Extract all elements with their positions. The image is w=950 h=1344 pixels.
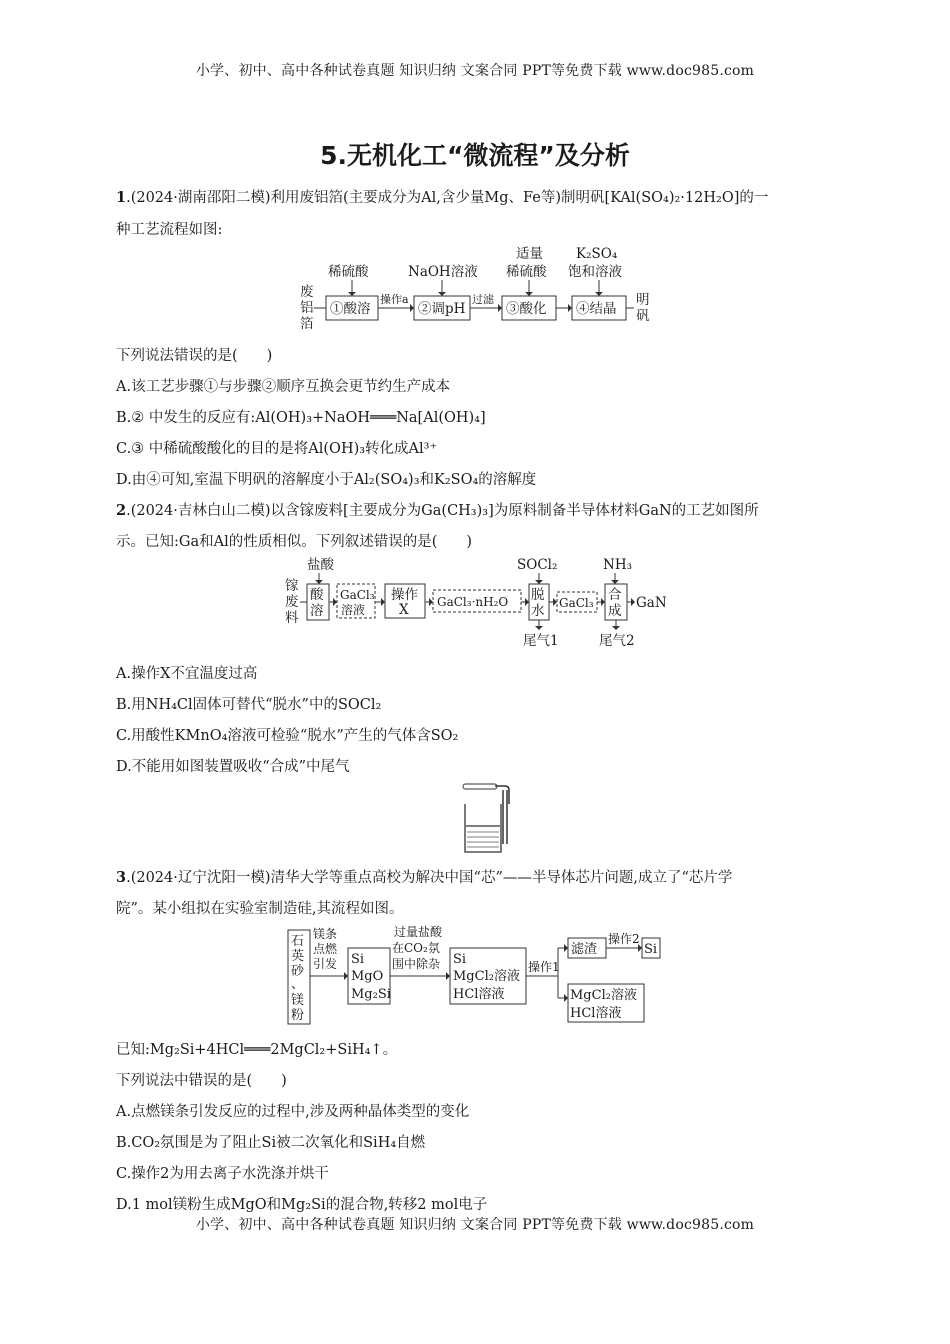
q3-cond1-1: 镁条 [313, 927, 338, 941]
q3-filtrate-hcl: HCl溶液 [570, 1006, 622, 1021]
q3-product-si: Si [644, 942, 658, 957]
q1-reagent-3: 适量 [516, 246, 543, 262]
q2-input-char-1: 镓 [285, 578, 299, 594]
tube-connector [463, 784, 497, 789]
q1-arrow-label-filter: 过滤 [472, 293, 494, 306]
q3-option-c: C.操作2为用去离子水洗涤并烘干 [116, 1166, 329, 1182]
q1-step1: ①酸溶 [330, 301, 371, 317]
q2-option-c: C.用酸性KMnO₄溶液可检验“脱水”产生的气体含SO₂ [116, 728, 459, 744]
q1-stem-line1 [116, 186, 768, 207]
q2-flowchart [283, 556, 673, 652]
q2-node-dissolve-char-2: 溶 [310, 603, 324, 619]
q1-step3: ③酸化 [506, 301, 547, 317]
q1-reagent-4: 稀硫酸 [506, 264, 547, 280]
q2-node-synth-char-1: 合 [608, 587, 622, 603]
q2-option-b: B.用NH₄Cl固体可替代“脱水”中的SOCl₂ [116, 697, 382, 713]
liquid-hatch [467, 832, 499, 847]
q2-reagent-nh3: NH₃ [603, 557, 632, 573]
q3-option-d: D.1 mol镁粉生成MgO和Mg₂Si的混合物,转移2 mol电子 [116, 1197, 488, 1213]
q3-box1-mgo: MgO [351, 969, 384, 984]
q3-flowchart [286, 924, 672, 1028]
q2-node-gacl3-solution-formula: GaCl₃ [340, 588, 375, 602]
q1-option-d: D.由④可知,室温下明矾的溶解度小于Al₂(SO₄)₃和K₂SO₄的溶解度 [116, 472, 537, 488]
q3-cond1-2: 点燃 [313, 942, 338, 956]
q1-stem-line2: 种工艺流程如图: [116, 222, 223, 238]
q1-step2: ②调pH [418, 301, 466, 317]
q3-input-char-2: 英 [291, 949, 305, 964]
q3-box2-si: Si [453, 952, 467, 967]
q1-output-char-2: 矾 [636, 308, 650, 324]
q3-cond2-3: 围中除杂 [392, 957, 441, 971]
q1-option-a: A.该工艺步骤①与步骤②顺序互换会更节约生产成本 [116, 379, 451, 395]
q3-known: 已知:Mg₂Si+4HCl═══2MgCl₂+SiH₄↑。 [116, 1042, 398, 1058]
q3-op1: 操作1 [528, 960, 560, 974]
q1-stem-text: .(2024·湖南邵阳二模)利用废铝箔(主要成分为Al,含少量Mg、Fe等)制明矾[KAl(SO₄)₂·12H₂O]的一 [126, 190, 769, 206]
q2-product: GaN [636, 595, 667, 611]
absorption-beaker-diagram [455, 782, 515, 856]
q1-flowchart [292, 244, 662, 336]
q3-question: 下列说法中错误的是( ) [116, 1073, 287, 1089]
q2-reagent-hcl: 盐酸 [307, 557, 334, 573]
q2-input-char-3: 料 [285, 610, 299, 626]
beaker [465, 804, 501, 852]
q2-node-synth-char-2: 成 [608, 603, 622, 619]
q3-cond2-2: 在CO₂氛 [392, 941, 440, 955]
q2-option-d: D.不能用如图装置吸收“合成”中尾气 [116, 759, 350, 775]
q3-residue: 滤渣 [571, 942, 598, 957]
q3-option-b: B.CO₂氛围是为了阻止Si被二次氧化和SiH₄自燃 [116, 1135, 426, 1151]
q1-step4: ④结晶 [576, 301, 617, 317]
q2-tail-gas-2: 尾气2 [599, 633, 635, 649]
q3-box1-si: Si [351, 952, 365, 967]
q1-reagent-6: 饱和溶液 [568, 264, 622, 280]
q1-output-char-1: 明 [636, 292, 650, 308]
q1-reagent-5: K₂SO₄ [576, 246, 618, 262]
q2-node-gacl3-solution-label: 溶液 [341, 603, 366, 617]
q1-input-char-1: 废 [300, 284, 314, 300]
q1-input-char-3: 箔 [300, 316, 314, 332]
q3-op2: 操作2 [608, 932, 640, 946]
q3-cond2-1: 过量盐酸 [394, 925, 443, 939]
q2-stem-text: .(2024·吉林白山二模)以含镓废料[主要成分为Ga(CH₃)₃]为原料制备半导体材料GaN的工艺如图所 [126, 503, 759, 519]
page-footer: 小学、初中、高中各种试卷真题 知识归纳 文案合同 PPT等免费下载 www.doc985.com [195, 1217, 755, 1233]
q3-filtrate-mgcl2: MgCl₂溶液 [570, 988, 637, 1003]
q2-number: 2 [116, 502, 127, 519]
q3-stem-text: .(2024·辽宁沈阳一模)清华大学等重点高校为解决中国“芯”——半导体芯片问题,成立了“芯片学 [126, 870, 733, 886]
q3-box2-mgcl2: MgCl₂溶液 [453, 969, 520, 984]
q2-option-a: A.操作X不宜温度过高 [116, 666, 258, 682]
q2-node-dehydrate-char-1: 脱 [531, 587, 545, 603]
q2-node-dehydrate-char-2: 水 [531, 603, 545, 619]
q1-number: 1 [116, 189, 127, 206]
q1-reagent-2: NaOH溶液 [408, 264, 478, 280]
q1-option-c: C.③ 中稀硫酸酸化的目的是将Al(OH)₃转化成Al³⁺ [116, 441, 438, 457]
q3-number: 3 [116, 869, 127, 886]
q2-stem-line1 [116, 499, 759, 520]
q1-question: 下列说法错误的是( ) [116, 348, 273, 364]
q2-reagent-socl2: SOCl₂ [517, 557, 558, 573]
q3-cond1-3: 引发 [313, 957, 338, 971]
q1-arrow-label-a: 操作a [380, 293, 409, 306]
q2-node-op-x-line1: 操作 [391, 587, 418, 603]
q1-option-b: B.② 中发生的反应有:Al(OH)₃+NaOH═══Na[Al(OH)₄] [116, 410, 486, 426]
q1-reagent-1: 稀硫酸 [328, 264, 369, 280]
q2-node-hydrate: GaCl₃·nH₂O [437, 595, 509, 609]
q2-node-op-x-line2: X [399, 602, 409, 618]
q3-box1-mg2si: Mg₂Si [351, 987, 391, 1002]
q2-stem-line2: 示。已知:Ga和Al的性质相似。下列叙述错误的是( ) [116, 534, 473, 550]
q3-input-char-3: 砂 [291, 964, 305, 979]
q3-stem-line1 [116, 866, 732, 887]
page-header: 小学、初中、高中各种试卷真题 知识归纳 文案合同 PPT等免费下载 www.doc985.com [195, 63, 755, 79]
q3-box2-hcl: HCl溶液 [453, 987, 505, 1002]
q2-node-dissolve-char-1: 酸 [310, 587, 324, 603]
q1-input-char-2: 铝 [300, 300, 314, 316]
q3-input-char-4: 、 [291, 977, 305, 992]
q3-option-a: A.点燃镁条引发反应的过程中,涉及两种晶体类型的变化 [116, 1104, 470, 1120]
page-title: 5.无机化工“微流程”及分析 [320, 141, 630, 170]
q3-input-char-6: 粉 [291, 1008, 305, 1023]
q3-input-char-5: 镁 [291, 993, 305, 1008]
q3-input-char-1: 石 [291, 934, 305, 949]
q3-stem-line2: 院”。某小组拟在实验室制造硅,其流程如图。 [116, 901, 404, 917]
q2-tail-gas-1: 尾气1 [523, 633, 559, 649]
q2-input-char-2: 废 [285, 594, 299, 610]
q2-node-gacl3: GaCl₃ [559, 596, 594, 610]
